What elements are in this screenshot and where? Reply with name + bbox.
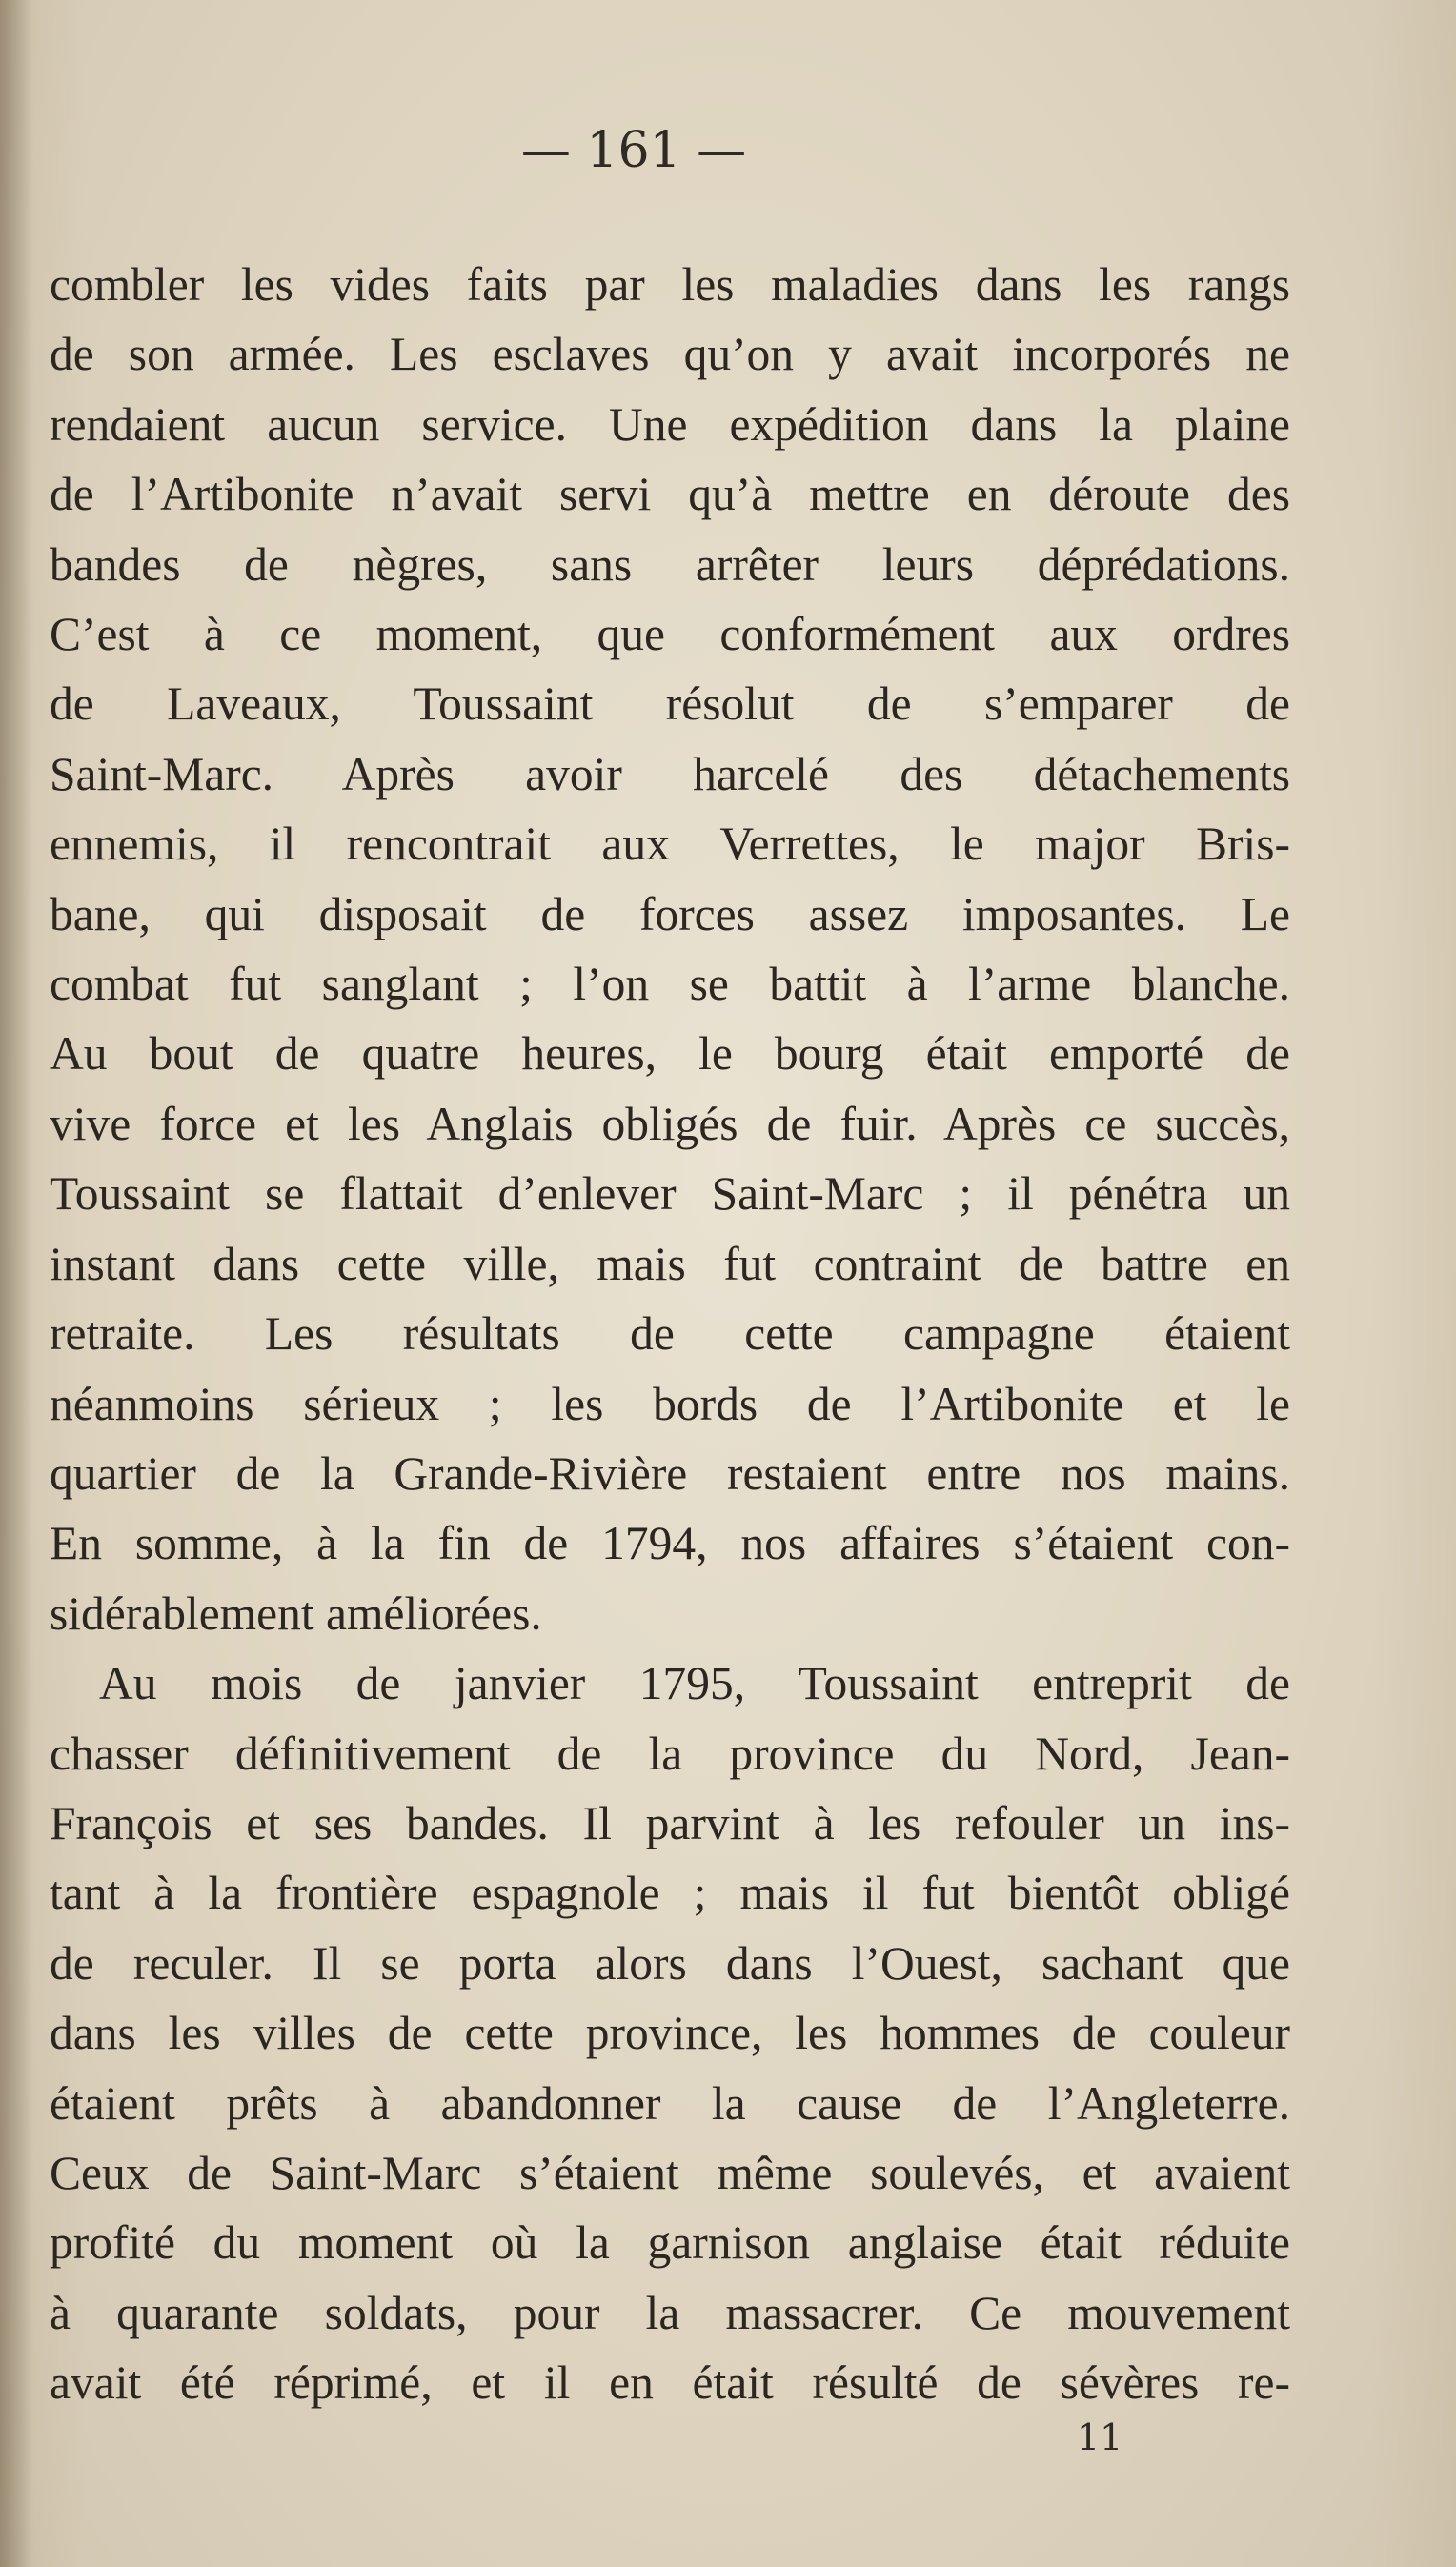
text-line: François et ses bandes. Il parvint à les refouler un ins- bbox=[50, 1796, 1290, 1849]
text-line: bandes de nègres, sans arrêter leurs déprédations. bbox=[50, 537, 1290, 591]
signature-mark: 11 bbox=[1077, 2416, 1123, 2458]
text-line: retraite. Les résultats de cette campagne étaient bbox=[50, 1307, 1290, 1361]
text-line: chasser définitivement de la province du Nord, Jean- bbox=[50, 1727, 1290, 1780]
text-line: de reculer. Il se porta alors dans l’Ouest, sachant que bbox=[50, 1936, 1290, 1990]
text-line: profité du moment où la garnison anglaise était réduite bbox=[50, 2216, 1290, 2270]
page-number: — 161 — bbox=[520, 122, 747, 179]
text-line: instant dans cette ville, mais fut contraint de battre en bbox=[50, 1237, 1290, 1290]
text-line: quartier de la Grande-Rivière restaient entre nos mains. bbox=[50, 1446, 1290, 1500]
text-line: étaient prêts à abandonner la cause de l’Angleterre. bbox=[50, 2076, 1290, 2130]
text-line: rendaient aucun service. Une expédition dans la plaine bbox=[50, 397, 1290, 451]
text-line: vive force et les Anglais obligés de fuir. Après ce succès, bbox=[50, 1097, 1290, 1150]
text-line: Ceux de Saint-Marc s’étaient même soulevés, et avaient bbox=[50, 2146, 1290, 2199]
text-line: néanmoins sérieux ; les bords de l’Artibonite et le bbox=[50, 1377, 1290, 1430]
text-line: de l’Artibonite n’avait servi qu’à mettre en déroute des bbox=[50, 468, 1290, 521]
text-line: de Laveaux, Toussaint résolut de s’emparer de bbox=[50, 677, 1290, 731]
text-line: ennemis, il rencontrait aux Verrettes, le major Bris- bbox=[50, 818, 1290, 871]
text-line: Au bout de quatre heures, le bourg était emporté de bbox=[50, 1027, 1290, 1081]
text-line: à quarante soldats, pour la massacrer. Ce mouvement bbox=[50, 2286, 1290, 2339]
text-line: Toussaint se flattait d’enlever Saint-Marc ; il pénétra un bbox=[50, 1167, 1290, 1221]
text-line: sidérablement améliorées. bbox=[50, 1587, 542, 1640]
text-line: bane, qui disposait de forces assez imposantes. Le bbox=[50, 887, 1290, 940]
text-line: En somme, à la fin de 1794, nos affaires s’étaient con- bbox=[50, 1517, 1290, 1570]
text-line: tant à la frontière espagnole ; mais il fut bientôt obligé bbox=[50, 1867, 1290, 1920]
text-line: C’est à ce moment, que conformément aux ordres bbox=[50, 608, 1290, 661]
text-line: Saint-Marc. Après avoir harcelé des détachements bbox=[50, 747, 1290, 800]
body-text bbox=[50, 250, 1290, 2418]
text-line: dans les villes de cette province, les hommes de couleur bbox=[50, 2007, 1290, 2060]
text-line: avait été réprimé, et il en était résulté de sévères re- bbox=[50, 2356, 1290, 2410]
text-line: de son armée. Les esclaves qu’on y avait incorporés ne bbox=[50, 328, 1290, 381]
text-line: Au mois de janvier 1795, Toussaint entreprit de bbox=[99, 1657, 1290, 1710]
text-line: combat fut sanglant ; l’on se battit à l’arme blanche. bbox=[50, 958, 1290, 1011]
text-line: combler les vides faits par les maladies dans les rangs bbox=[50, 258, 1290, 311]
